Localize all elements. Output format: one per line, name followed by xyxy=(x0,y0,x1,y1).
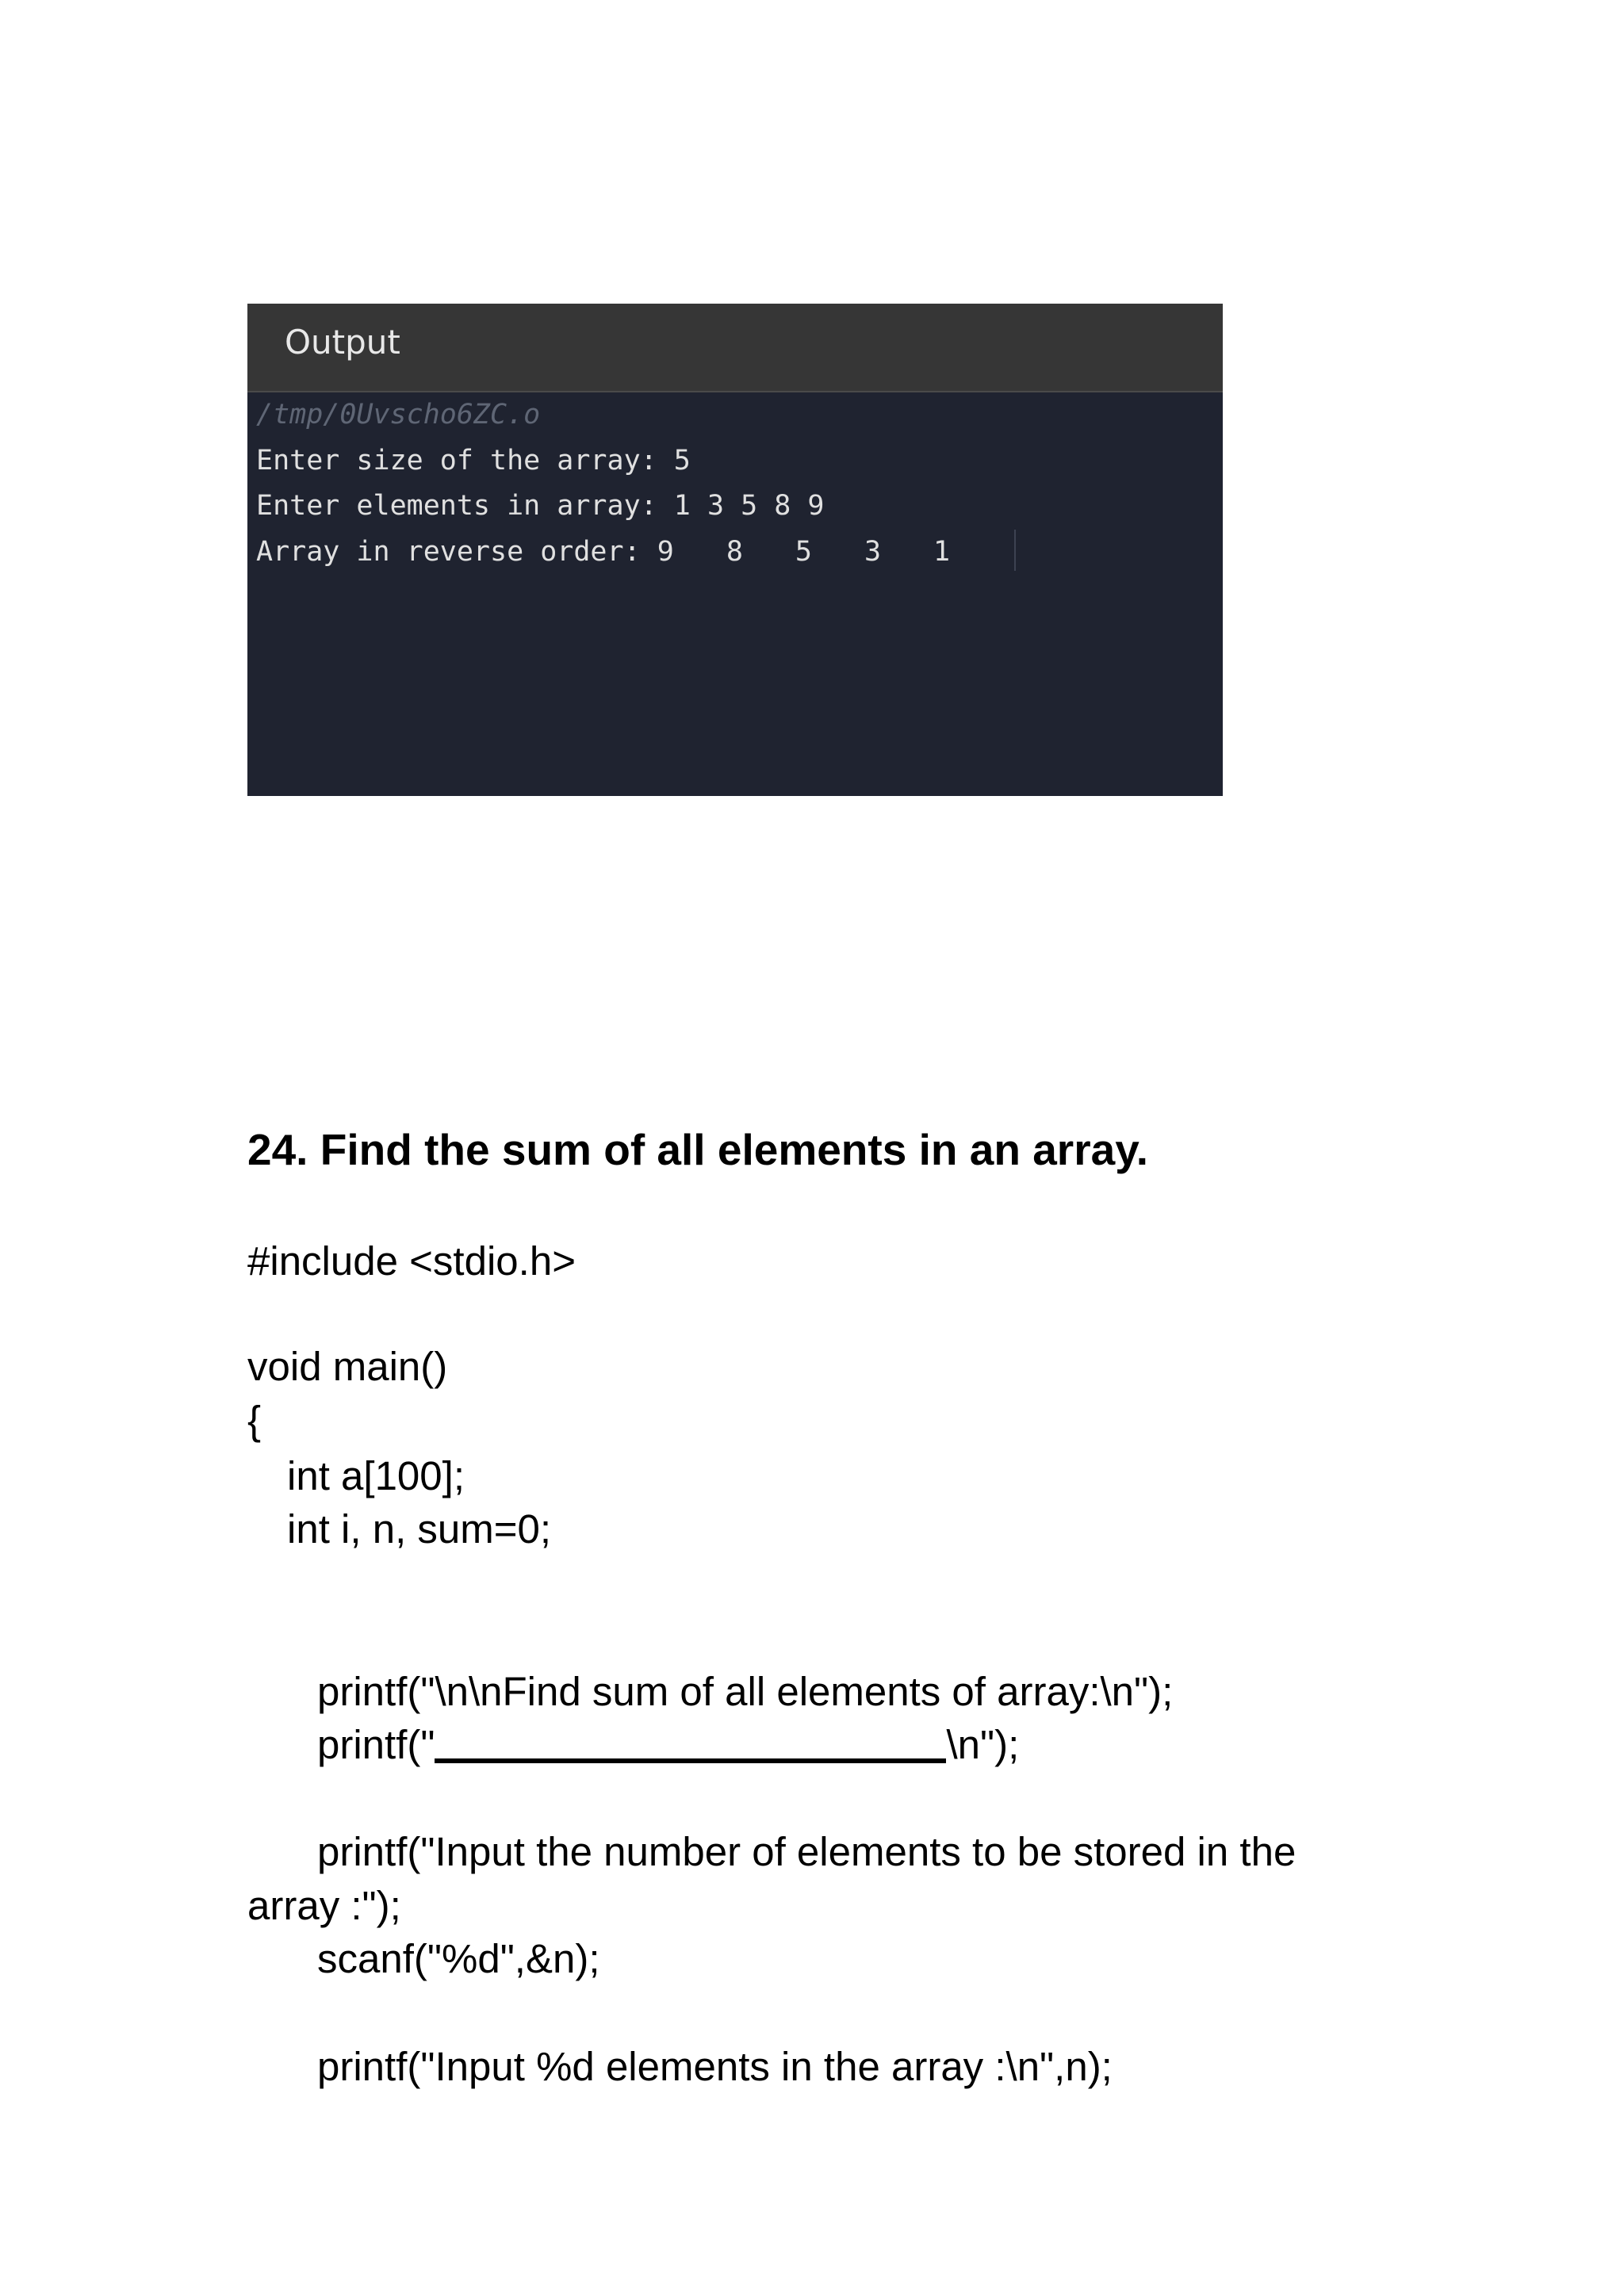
code-decl-vars: int i, n, sum=0; xyxy=(287,1506,552,1552)
output-line-reverse xyxy=(256,530,1223,576)
output-line-elements: Enter elements in array: 1 3 5 8 9 xyxy=(256,490,825,522)
code-printf-underline xyxy=(317,1721,1019,1769)
code-printf-title: printf("\n\nFind sum of all elements of array:\n"); xyxy=(317,1669,1174,1714)
output-console xyxy=(256,392,1223,575)
code-main: void main() xyxy=(247,1344,448,1389)
text-cursor xyxy=(1014,530,1016,571)
code-decl-array: int a[100]; xyxy=(287,1453,465,1498)
code-printf-input-count-cont: array :"); xyxy=(247,1883,401,1928)
output-panel xyxy=(247,304,1223,796)
section-heading: 24. Find the sum of all elements in an array. xyxy=(247,1125,1148,1174)
output-reverse-value: 8 xyxy=(726,535,743,568)
output-header xyxy=(247,304,1223,392)
output-reverse-value: 9 xyxy=(657,535,674,568)
underline-rule xyxy=(435,1727,946,1763)
output-reverse-value: 3 xyxy=(864,535,882,568)
output-line-size: Enter size of the array: 5 xyxy=(256,444,691,476)
code-scanf: scanf("%d",&n); xyxy=(317,1936,600,1981)
output-reverse-value: 1 xyxy=(933,535,951,568)
code-printf-input-elements: printf("Input %d elements in the array :\n",n); xyxy=(317,2044,1113,2089)
code-printf-end: \n"); xyxy=(946,1722,1020,1767)
output-reverse-prefix: Array in reverse order: xyxy=(256,535,657,568)
code-open-brace: { xyxy=(247,1398,262,1443)
output-title: Output xyxy=(285,323,400,362)
code-printf-start: printf(" xyxy=(317,1722,435,1767)
output-path: /tmp/0Uvscho6ZC.o xyxy=(256,399,541,430)
code-printf-input-count: printf("Input the number of elements to be stored in the xyxy=(317,1829,1297,1874)
code-include: #include <stdio.h> xyxy=(247,1238,576,1284)
output-reverse-value: 5 xyxy=(795,535,812,568)
